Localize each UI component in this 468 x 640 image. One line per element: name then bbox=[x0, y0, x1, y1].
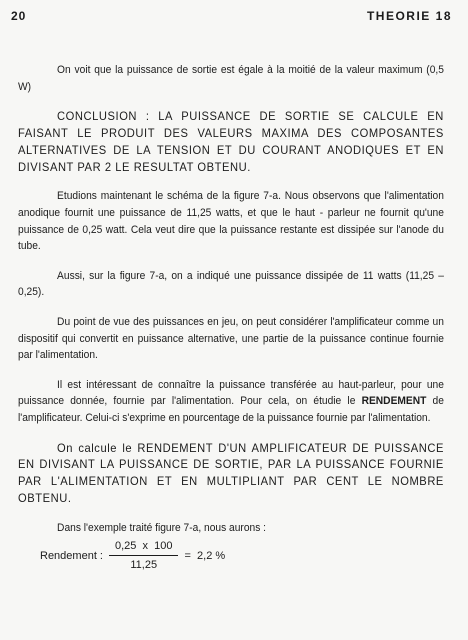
paragraph-8: Dans l'exemple traité figure 7-a, nous aurons : bbox=[57, 521, 267, 534]
paragraph-6 bbox=[18, 377, 444, 427]
page-number: 20 bbox=[11, 9, 27, 23]
paragraph-4: Aussi, sur la figure 7-a, on a indiqué une puissance dissipée de 11 watts (11,25 – 0,25). bbox=[18, 269, 444, 299]
document-body bbox=[18, 62, 444, 549]
paragraph-1: On voit que la puissance de sortie est égale à la moitié de la valeur maximum (0,5 W) bbox=[18, 64, 444, 93]
formula-denominator: 11,25 bbox=[130, 559, 158, 571]
paragraph-6-text-a: Il est intéressant de connaître la puissance transférée au haut-parleur, pour une puissance donnée, fournie par l'alimentation. Pour cela, on étudie le bbox=[18, 378, 444, 408]
rendement-term: RENDEMENT bbox=[361, 395, 427, 408]
formula-fraction bbox=[109, 540, 179, 571]
efficiency-formula bbox=[40, 540, 225, 571]
section-title: THEORIE 18 bbox=[366, 9, 452, 23]
conclusion-paragraph: CONCLUSION : LA PUISSANCE DE SORTIE SE CALCULE EN FAISANT LE PRODUIT DES VALEURS MAXIMA DES COMPOSANTES ALTERNATIVES DE LA TENSION ET DU COURANT ANODIQUES ET EN DIVISANT PAR 2 LE RESULTAT OBTENU. bbox=[18, 109, 444, 174]
formula-numerator: 0,25 x 100 bbox=[109, 540, 179, 556]
rule-paragraph: On calcule le RENDEMENT D'UN AMPLIFICATEUR DE PUISSANCE EN DIVISANT LA PUISSANCE DE SORTIE, PAR LA PUISSANCE FOURNIE PAR L'ALIMENTATION ET EN MULTIPLIANT PAR CENT LE NOMBRE OBTENU. bbox=[18, 440, 444, 505]
paragraph-5: Du point de vue des puissances en jeu, on peut considérer l'amplificateur comme un dispositif qui convertit en puissance alternative, une partie de la puissance continue fournie par l'alimentation. bbox=[18, 315, 444, 362]
paragraph-3: Etudions maintenant le schéma de la figure 7-a. Nous observons que l'alimentation anodique fournit une puissance de 11,25 watts, et que le haut - parleur ne fournit qu'une puissance de 0,25 watt. Cela veut dire que la puissance restante est dissipée sur l'anode du tube. bbox=[18, 190, 444, 253]
formula-result: = 2,2 % bbox=[184, 549, 226, 562]
formula-label: Rendement : bbox=[40, 549, 103, 562]
paragraph-6-text-b: de l'amplificateur. Celui-ci s'exprime en pourcentage de la puissance fournie par l'alimentation. bbox=[18, 395, 444, 424]
